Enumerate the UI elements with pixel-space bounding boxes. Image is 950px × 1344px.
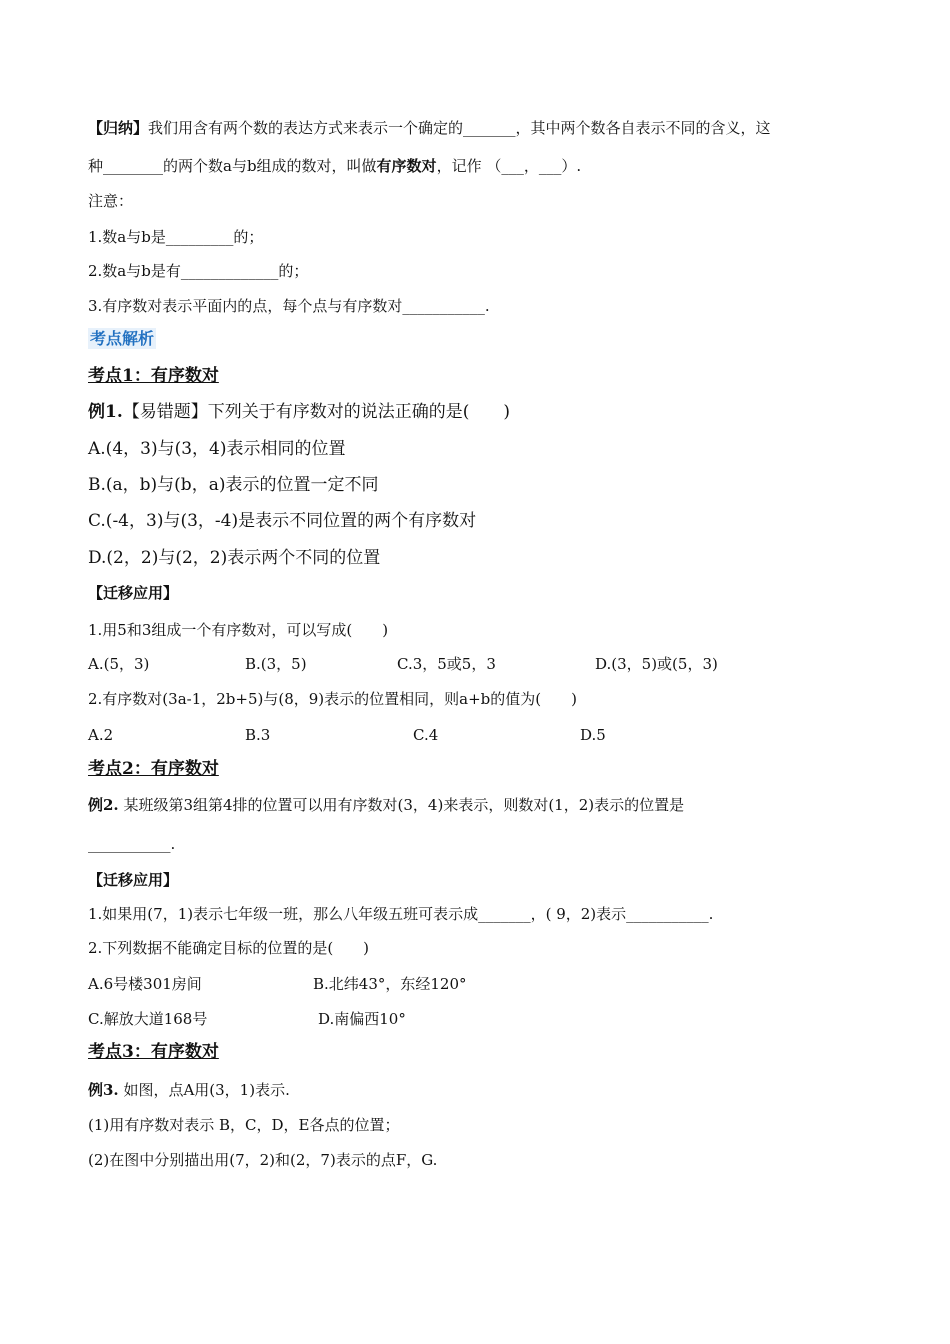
kp1-transfer-title: 【迁移应用】	[88, 584, 179, 602]
kp1-option-d: D.(2，2)与(2，2)表示两个不同的位置	[88, 548, 381, 568]
kp3-sub2: (2)在图中分别描出用(7，2)和(2，7)表示的点F，G.	[88, 1151, 438, 1169]
kp1-option-a: A.(4，3)与(3，4)表示相同的位置	[88, 439, 346, 459]
kp2-transfer-title: 【迁移应用】	[88, 871, 179, 889]
kp2-example-text: 某班级第3组第4排的位置可以用有序数对(3，4)来表示，则数对(1，2)表示的位置是	[118, 796, 685, 814]
kp1-q1: 1.用5和3组成一个有序数对，可以写成( )	[88, 621, 389, 639]
summary-line-1	[88, 118, 771, 138]
note-2: 2.数a与b是有_____________的；	[88, 262, 309, 280]
kp1-q2-option-a: A.2	[88, 726, 114, 744]
kp1-example-text: 【易错题】下列关于有序数对的说法正确的是( )	[122, 402, 511, 422]
kp2-q1: 1.如果用(7，1)表示七年级一班，那么八年级五班可表示成_______，( 9，2)表示___________.	[88, 905, 714, 923]
summary-text-2b: ，记作 （___，___）.	[436, 157, 582, 175]
kp1-option-b: B.(a，b)与(b，a)表示的位置一定不同	[88, 475, 379, 495]
kp3-example-text: 如图，点A用(3，1)表示.	[118, 1081, 290, 1099]
section-title: 考点解析	[90, 329, 155, 348]
summary-text-1: 我们用含有两个数的表达方式来表示一个确定的_______，其中两个数各自表示不同的含义，这	[148, 119, 771, 137]
kp1-q1-option-b: B.(3，5)	[245, 655, 307, 673]
kp2-heading-wrap	[88, 759, 219, 779]
kp1-heading-wrap	[88, 366, 219, 386]
kp1-q1-option-c: C.3，5或5，3	[397, 655, 496, 673]
kp1-q2-option-c: C.4	[413, 726, 439, 744]
kp2-q2-option-c: C.解放大道168号	[88, 1010, 208, 1028]
kp2-example-label: 例2.	[88, 796, 119, 814]
kp3-heading-wrap	[88, 1042, 219, 1062]
kp2-q2-option-b: B.北纬43°，东经120°	[313, 975, 467, 993]
kp3-heading: 考点3：有序数对	[88, 1042, 219, 1062]
kp1-q2: 2.有序数对(3a-1，2b+5)与(8，9)表示的位置相同，则a+b的值为( )	[88, 690, 577, 708]
note-3: 3.有序数对表示平面内的点，每个点与有序数对___________.	[88, 297, 490, 315]
kp1-q1-option-a: A.(5，3)	[88, 655, 150, 673]
kp1-example	[88, 400, 510, 424]
kp2-q2: 2.下列数据不能确定目标的位置的是( )	[88, 939, 370, 957]
kp2-q2-option-a: A.6号楼301房间	[88, 975, 202, 993]
section-title-wrap	[88, 329, 156, 349]
kp2-example-blank: ___________.	[88, 835, 176, 853]
kp1-heading: 考点1：有序数对	[88, 366, 219, 386]
kp3-example	[88, 1080, 290, 1100]
note-1: 1.数a与b是_________的；	[88, 228, 264, 246]
kp2-q2-option-d: D.南偏西10°	[318, 1010, 406, 1028]
kp2-example	[88, 795, 684, 815]
note-title: 注意：	[88, 192, 134, 210]
kp1-example-label: 例1.	[88, 402, 123, 422]
kp2-heading: 考点2：有序数对	[88, 759, 219, 779]
summary-text-2a: 种________的两个数a与b组成的数对，叫做	[88, 157, 377, 175]
kp1-q2-option-b: B.3	[245, 726, 271, 744]
kp1-q1-option-d: D.(3，5)或(5，3)	[595, 655, 718, 673]
kp3-example-label: 例3.	[88, 1081, 119, 1099]
summary-tag: 【归纳】	[88, 119, 149, 137]
summary-line-2	[88, 156, 581, 176]
summary-term: 有序数对	[376, 157, 437, 175]
kp3-sub1: (1)用有序数对表示 B，C，D，E各点的位置；	[88, 1116, 400, 1134]
kp1-option-c: C.(-4，3)与(3，-4)是表示不同位置的两个有序数对	[88, 511, 477, 531]
kp1-q2-option-d: D.5	[580, 726, 606, 744]
